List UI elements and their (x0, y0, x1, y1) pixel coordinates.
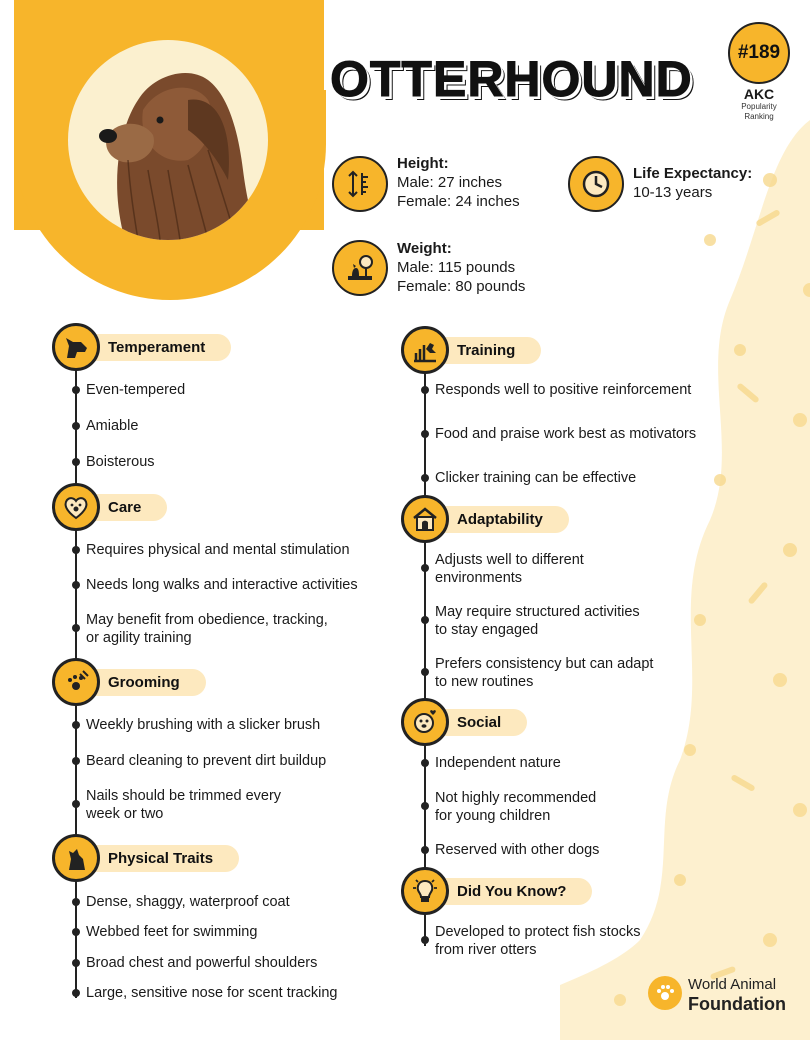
life-expectancy-stat: Life Expectancy: 10-13 years (633, 165, 753, 201)
list-item: Weekly brushing with a slicker brush (86, 717, 321, 733)
list-item: Nails should be trimmed every (86, 788, 282, 804)
bullet (421, 936, 429, 944)
bullet (72, 386, 80, 394)
bullet (72, 959, 80, 967)
ruler-icon (332, 156, 388, 212)
list-item: Clicker training can be effective (435, 470, 637, 486)
section-title-did-you-know: Did You Know? (437, 878, 592, 905)
list-item: Large, sensitive nose for scent tracking (86, 985, 338, 1001)
bullet (72, 458, 80, 466)
list-item: Not highly recommended (435, 790, 597, 806)
agility-icon (401, 326, 449, 374)
clock-icon (568, 156, 624, 212)
list-item: May benefit from obedience, tracking, (86, 612, 328, 628)
list-item: from river otters (435, 942, 537, 958)
list-item: to new routines (435, 674, 534, 690)
lightbulb-icon (401, 867, 449, 915)
list-item: Dense, shaggy, waterproof coat (86, 894, 290, 910)
section-title-adaptability: Adaptability (437, 506, 569, 533)
list-item: Webbed feet for swimming (86, 924, 258, 940)
list-item: environments (435, 570, 523, 586)
list-item: Developed to protect fish stocks (435, 924, 641, 940)
bullet (421, 668, 429, 676)
section-title-social: Social (437, 709, 527, 736)
bullet (72, 800, 80, 808)
bullet (72, 757, 80, 765)
section-title-care: Care (88, 494, 167, 521)
scale-icon (332, 240, 388, 296)
bullet (421, 386, 429, 394)
logo-text-line1: World Animal (688, 976, 777, 993)
list-item: for young children (435, 808, 551, 824)
bullet (72, 581, 80, 589)
bullet (421, 616, 429, 624)
bullet (72, 898, 80, 906)
bullet (72, 989, 80, 997)
ranking-sublabel: Popularity Ranking (741, 102, 777, 121)
list-item: Boisterous (86, 454, 155, 470)
weight-stat: Weight: Male: 115 pounds Female: 80 pounds (397, 240, 526, 295)
list-item: Amiable (86, 418, 139, 434)
section-title-grooming: Grooming (88, 669, 206, 696)
list-item: Even-tempered (86, 382, 186, 398)
grooming-icon (52, 658, 100, 706)
page-title: OTTERHOUND (330, 51, 693, 107)
bullet (421, 430, 429, 438)
ranking-badge: #189 (728, 22, 790, 84)
section-title-physical-traits: Physical Traits (88, 845, 239, 872)
bullet (72, 546, 80, 554)
otterhound-illustration (68, 40, 268, 240)
bullet (421, 846, 429, 854)
list-item: Needs long walks and interactive activities (86, 577, 358, 593)
list-item: Responds well to positive reinforcement (435, 382, 692, 398)
bullet (421, 564, 429, 572)
dog-face-heart-icon (401, 698, 449, 746)
sitting-dog-icon (52, 834, 100, 882)
bullet (72, 422, 80, 430)
bullet (421, 802, 429, 810)
list-item: Food and praise work best as motivators (435, 426, 697, 442)
dog-head-icon (52, 323, 100, 371)
list-item: Adjusts well to different (435, 552, 584, 568)
bullet (72, 928, 80, 936)
list-item: Independent nature (435, 755, 561, 771)
list-item: Prefers consistency but can adapt (435, 656, 654, 672)
list-item: week or two (86, 806, 164, 822)
list-item: Requires physical and mental stimulation (86, 542, 350, 558)
bullet (72, 721, 80, 729)
background-pattern (560, 120, 810, 1040)
logo-text-line2: Foundation (688, 994, 786, 1014)
ranking-label: AKC (743, 86, 775, 102)
section-title-training: Training (437, 337, 541, 364)
list-item: Reserved with other dogs (435, 842, 600, 858)
paw-logo-icon (648, 976, 682, 1010)
bullet (421, 474, 429, 482)
list-item: Beard cleaning to prevent dirt buildup (86, 753, 327, 769)
heart-paw-icon (52, 483, 100, 531)
dog-house-icon (401, 495, 449, 543)
bullet (421, 759, 429, 767)
list-item: to stay engaged (435, 622, 539, 638)
list-item: Broad chest and powerful shoulders (86, 955, 318, 971)
dog-portrait (68, 40, 268, 240)
bullet (72, 624, 80, 632)
height-stat: Height: Male: 27 inches Female: 24 inches (397, 155, 520, 210)
right-timeline (424, 350, 426, 946)
list-item: or agility training (86, 630, 192, 646)
section-title-temperament: Temperament (88, 334, 231, 361)
list-item: May require structured activities (435, 604, 640, 620)
